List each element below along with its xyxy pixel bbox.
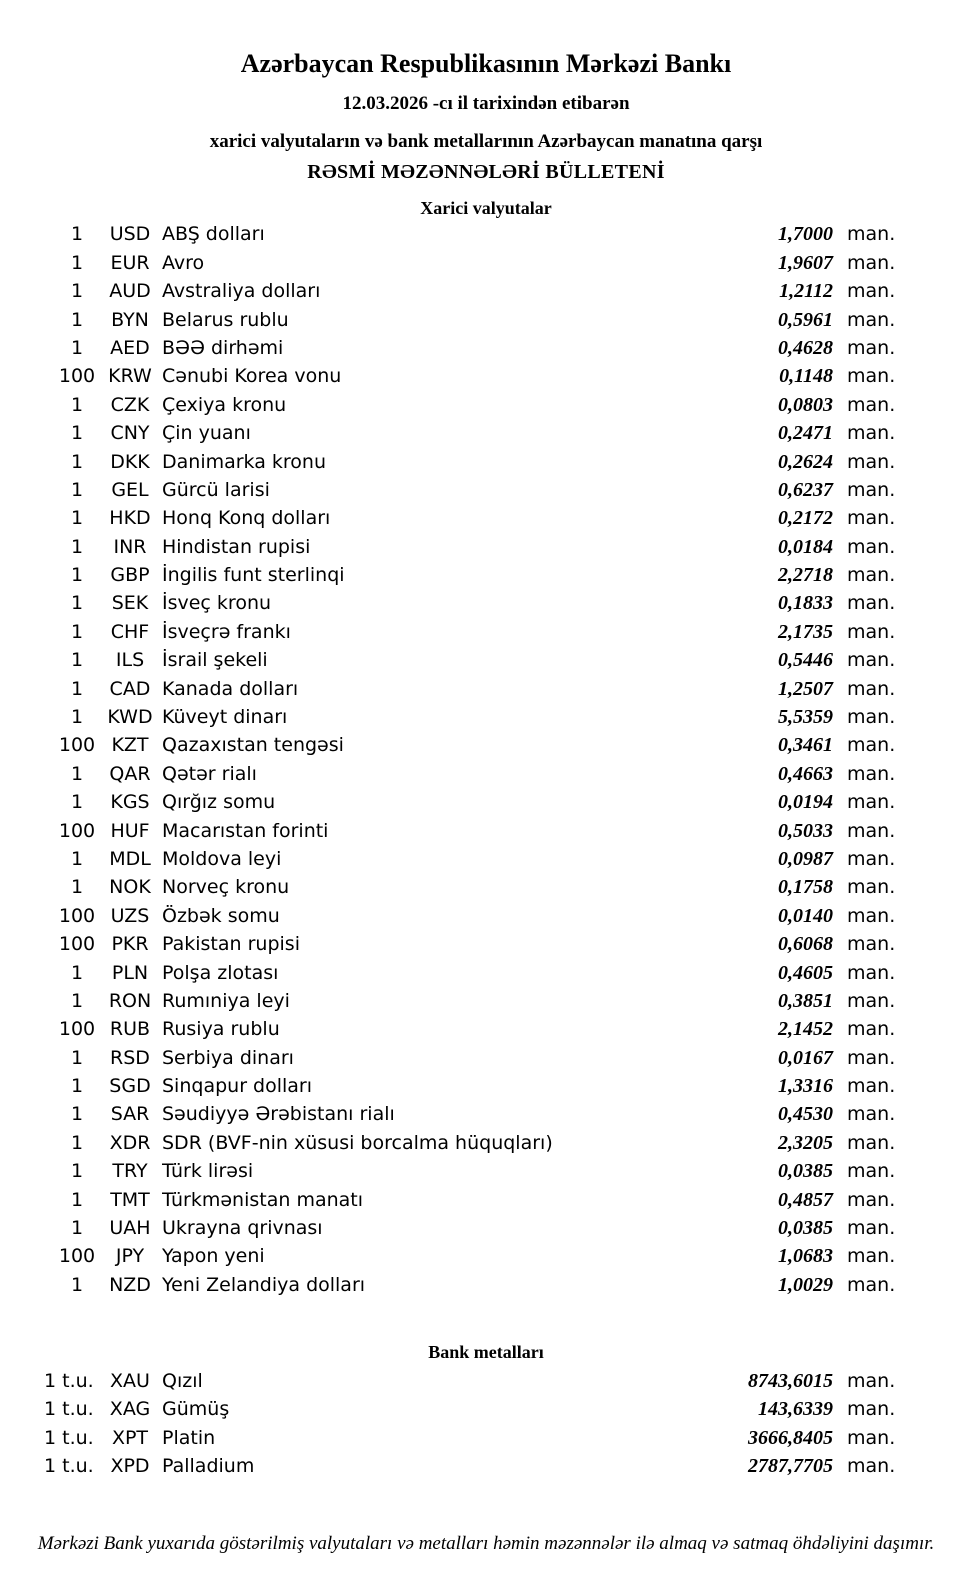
- quantity-cell: 1: [70, 478, 84, 501]
- table-row: [0, 1132, 905, 1160]
- currency-name-cell: Türk lirəsi: [162, 1160, 254, 1183]
- currency-name-cell: Hindistan rupisi: [162, 535, 311, 558]
- currency-name-cell: İsveçrə frankı: [162, 620, 291, 643]
- currency-code-cell: RON: [108, 989, 152, 1012]
- table-row: [0, 252, 905, 280]
- quantity-cell: 1: [70, 876, 84, 899]
- currency-name-cell: Palladium: [162, 1454, 255, 1477]
- rate-cell: 0,0987: [778, 847, 833, 870]
- bulletin-title: RƏSMİ MƏZƏNNƏLƏRİ BÜLLETENİ: [307, 160, 665, 183]
- rate-cell: 0,4530: [778, 1103, 833, 1126]
- currency-code-cell: SGD: [109, 1075, 151, 1098]
- table-row: [0, 1274, 905, 1302]
- rate-cell: 0,0803: [778, 393, 833, 416]
- rate-cell: 0,5033: [778, 819, 833, 842]
- rate-cell: 2,2718: [778, 564, 833, 587]
- section-title-metals: Bank metalları: [428, 1342, 544, 1363]
- unit-cell: man.: [847, 1046, 896, 1069]
- table-row: [0, 706, 905, 734]
- currency-code-cell: TRY: [112, 1160, 148, 1183]
- rate-cell: 2,1735: [778, 620, 833, 643]
- currency-name-cell: Norveç kronu: [162, 876, 290, 899]
- currency-name-cell: Özbək somu: [162, 904, 280, 927]
- rate-cell: 1,0029: [778, 1273, 833, 1296]
- table-row: [0, 820, 905, 848]
- currency-code-cell: AUD: [109, 280, 151, 303]
- table-row: [0, 1398, 905, 1426]
- currency-code-cell: HKD: [109, 507, 151, 530]
- quantity-cell: 1: [70, 393, 84, 416]
- quantity-cell: 1: [70, 791, 84, 814]
- unit-cell: man.: [847, 1075, 896, 1098]
- table-row: [0, 507, 905, 535]
- currency-code-cell: GBP: [110, 564, 150, 587]
- unit-cell: man.: [847, 592, 896, 615]
- unit-cell: man.: [847, 450, 896, 473]
- currency-code-cell: GEL: [111, 478, 149, 501]
- unit-cell: man.: [847, 620, 896, 643]
- rate-cell: 0,3461: [778, 734, 833, 757]
- quantity-cell: 1: [70, 989, 84, 1012]
- rate-cell: 0,0385: [778, 1160, 833, 1183]
- currency-name-cell: Qızıl: [162, 1369, 203, 1392]
- quantity-cell: 1: [70, 1188, 84, 1211]
- currency-code-cell: XDR: [109, 1131, 151, 1154]
- currency-code-cell: TMT: [110, 1188, 150, 1211]
- quantity-cell: 100: [58, 904, 96, 927]
- rate-cell: 0,1833: [778, 592, 833, 615]
- quantity-cell: 1: [70, 592, 84, 615]
- currency-name-cell: İsrail şekeli: [162, 649, 268, 672]
- currency-code-cell: KZT: [111, 734, 149, 757]
- quantity-cell: 1: [70, 1103, 84, 1126]
- currency-name-cell: Rusiya rublu: [162, 1018, 280, 1041]
- unit-cell: man.: [847, 507, 896, 530]
- quantity-cell: 1: [70, 1273, 84, 1296]
- table-row: [0, 1370, 905, 1398]
- currency-name-cell: Moldova leyi: [162, 847, 282, 870]
- currency-code-cell: PKR: [111, 933, 149, 956]
- rate-cell: 1,2507: [778, 677, 833, 700]
- currency-code-cell: KRW: [108, 365, 152, 388]
- currency-code-cell: UAH: [109, 1217, 151, 1240]
- unit-cell: man.: [847, 762, 896, 785]
- rate-cell: 3666,8405: [748, 1426, 833, 1449]
- currency-name-cell: Belarus rublu: [162, 308, 289, 331]
- rate-cell: 1,2112: [779, 280, 833, 303]
- unit-cell: man.: [847, 1160, 896, 1183]
- currency-code-cell: KWD: [107, 706, 153, 729]
- currency-code-cell: BYN: [111, 308, 149, 331]
- quantity-cell: 1: [70, 1160, 84, 1183]
- rate-cell: 0,6237: [778, 478, 833, 501]
- table-row: [0, 1245, 905, 1273]
- rate-cell: 0,3851: [778, 989, 833, 1012]
- rate-cell: 1,3316: [778, 1075, 833, 1098]
- rate-cell: 0,6068: [778, 933, 833, 956]
- currency-name-cell: Yapon yeni: [162, 1245, 265, 1268]
- rate-cell: 2787,7705: [748, 1454, 833, 1477]
- currency-code-cell: NOK: [109, 876, 151, 899]
- unit-cell: man.: [847, 1131, 896, 1154]
- rate-cell: 5,5359: [778, 706, 833, 729]
- currency-code-cell: USD: [109, 223, 151, 246]
- currency-name-cell: ABŞ dolları: [162, 223, 265, 246]
- currency-name-cell: BƏƏ dirhəmi: [162, 336, 284, 359]
- table-row: [0, 1047, 905, 1075]
- currency-code-cell: EUR: [110, 251, 150, 274]
- currency-code-cell: SAR: [110, 1103, 150, 1126]
- unit-cell: man.: [847, 819, 896, 842]
- currency-code-cell: XAU: [110, 1369, 150, 1392]
- rate-cell: 0,0194: [778, 791, 833, 814]
- rate-cell: 0,2471: [778, 422, 833, 445]
- effective-date-line: 12.03.2026 -cı il tarixindən etibarən: [342, 93, 630, 115]
- table-row: [0, 990, 905, 1018]
- unit-cell: man.: [847, 904, 896, 927]
- unit-cell: man.: [847, 478, 896, 501]
- quantity-cell: 1: [70, 535, 84, 558]
- quantity-cell: 100: [58, 1018, 96, 1041]
- table-row: [0, 422, 905, 450]
- bulletin-header: [0, 0, 972, 184]
- quantity-cell: 1: [70, 620, 84, 643]
- unit-cell: man.: [847, 1273, 896, 1296]
- table-row: [0, 876, 905, 904]
- table-row: [0, 933, 905, 961]
- unit-cell: man.: [847, 223, 896, 246]
- currency-code-cell: DKK: [110, 450, 150, 473]
- table-row: [0, 1217, 905, 1245]
- currency-name-cell: Polşa zlotası: [162, 961, 279, 984]
- currency-name-cell: Sinqapur dolları: [162, 1075, 313, 1098]
- quantity-cell: 100: [58, 933, 96, 956]
- currency-name-cell: Yeni Zelandiya dolları: [162, 1273, 366, 1296]
- quantity-cell: 1: [70, 336, 84, 359]
- quantity-cell: 1 t.u.: [44, 1398, 94, 1421]
- currency-name-cell: Cənubi Korea vonu: [162, 365, 342, 388]
- quantity-cell: 1 t.u.: [44, 1369, 94, 1392]
- table-row: [0, 337, 905, 365]
- currency-name-cell: SDR (BVF-nin xüsusi borcalma hüquqları): [162, 1131, 553, 1154]
- table-row: [0, 763, 905, 791]
- currency-name-cell: Küveyt dinarı: [162, 706, 288, 729]
- quantity-cell: 1: [70, 677, 84, 700]
- quantity-cell: 1: [70, 1046, 84, 1069]
- rate-cell: 0,4628: [778, 336, 833, 359]
- rate-cell: 0,1148: [779, 365, 833, 388]
- rate-cell: 0,2172: [778, 507, 833, 530]
- table-row: [0, 536, 905, 564]
- unit-cell: man.: [847, 1426, 896, 1449]
- table-row: [0, 1189, 905, 1217]
- currency-name-cell: Platin: [162, 1426, 216, 1449]
- currency-code-cell: NZD: [109, 1273, 151, 1296]
- metal-rates-table: [0, 1370, 905, 1484]
- currency-code-cell: INR: [113, 535, 147, 558]
- quantity-cell: 1: [70, 564, 84, 587]
- currency-code-cell: HUF: [110, 819, 150, 842]
- unit-cell: man.: [847, 280, 896, 303]
- currency-name-cell: Səudiyyə Ərəbistanı rialı: [162, 1103, 395, 1126]
- table-row: [0, 905, 905, 933]
- currency-code-cell: MDL: [109, 847, 151, 870]
- quantity-cell: 1: [70, 762, 84, 785]
- quantity-cell: 1 t.u.: [44, 1426, 94, 1449]
- currency-name-cell: Çexiya kronu: [162, 393, 287, 416]
- table-row: [0, 621, 905, 649]
- quantity-cell: 100: [58, 1245, 96, 1268]
- table-row: [0, 848, 905, 876]
- currency-code-cell: CAD: [109, 677, 151, 700]
- currency-name-cell: Qazaxıstan tengəsi: [162, 734, 344, 757]
- rate-cell: 2,1452: [778, 1018, 833, 1041]
- unit-cell: man.: [847, 535, 896, 558]
- currency-code-cell: XPT: [111, 1426, 149, 1449]
- unit-cell: man.: [847, 1369, 896, 1392]
- currency-name-cell: Rumıniya leyi: [162, 989, 290, 1012]
- table-row: [0, 365, 905, 393]
- rate-cell: 0,4605: [778, 961, 833, 984]
- quantity-cell: 1: [70, 1131, 84, 1154]
- quantity-cell: 100: [58, 365, 96, 388]
- currency-name-cell: Gürcü larisi: [162, 478, 270, 501]
- footer-note: Mərkəzi Bank yuxarıda göstərilmiş valyutaları və metalları həmin məzənnələr ilə almaq və satmaq öhdəliyini daşımır.: [37, 1533, 935, 1555]
- rate-cell: 1,9607: [778, 251, 833, 274]
- unit-cell: man.: [847, 734, 896, 757]
- table-row: [0, 394, 905, 422]
- unit-cell: man.: [847, 989, 896, 1012]
- currency-name-cell: Honq Konq dolları: [162, 507, 331, 530]
- currency-code-cell: UZS: [110, 904, 150, 927]
- rate-cell: 0,0184: [778, 535, 833, 558]
- table-row: [0, 223, 905, 251]
- quantity-cell: 1: [70, 251, 84, 274]
- unit-cell: man.: [847, 422, 896, 445]
- unit-cell: man.: [847, 1245, 896, 1268]
- rate-cell: 0,1758: [778, 876, 833, 899]
- currency-name-cell: Macarıstan forinti: [162, 819, 329, 842]
- page-title: Azərbaycan Respublikasının Mərkəzi Bankı: [240, 49, 732, 78]
- table-row: [0, 1018, 905, 1046]
- unit-cell: man.: [847, 1454, 896, 1477]
- table-row: [0, 451, 905, 479]
- currency-name-cell: Serbiya dinarı: [162, 1046, 294, 1069]
- quantity-cell: 100: [58, 734, 96, 757]
- quantity-cell: 1: [70, 422, 84, 445]
- rate-cell: 2,3205: [778, 1131, 833, 1154]
- currency-code-cell: SEK: [111, 592, 149, 615]
- currency-code-cell: QAR: [109, 762, 151, 785]
- table-row: [0, 1455, 905, 1483]
- unit-cell: man.: [847, 1217, 896, 1240]
- currency-name-cell: Avro: [162, 251, 205, 274]
- currency-name-cell: Çin yuanı: [162, 422, 251, 445]
- table-row: [0, 1160, 905, 1188]
- unit-cell: man.: [847, 1018, 896, 1041]
- rate-cell: 0,0385: [778, 1217, 833, 1240]
- table-row: [0, 649, 905, 677]
- unit-cell: man.: [847, 791, 896, 814]
- table-row: [0, 678, 905, 706]
- currency-code-cell: XAG: [109, 1398, 151, 1421]
- quantity-cell: 1: [70, 308, 84, 331]
- currency-name-cell: Qətər rialı: [162, 762, 257, 785]
- currency-name-cell: Türkmənistan manatı: [162, 1188, 364, 1211]
- unit-cell: man.: [847, 961, 896, 984]
- currency-code-cell: JPY: [115, 1245, 145, 1268]
- unit-cell: man.: [847, 365, 896, 388]
- currency-name-cell: Avstraliya dolları: [162, 280, 321, 303]
- unit-cell: man.: [847, 933, 896, 956]
- unit-cell: man.: [847, 564, 896, 587]
- quantity-cell: 1: [70, 1075, 84, 1098]
- unit-cell: man.: [847, 336, 896, 359]
- currency-name-cell: İngilis funt sterlinqi: [162, 564, 345, 587]
- unit-cell: man.: [847, 847, 896, 870]
- rate-cell: 8743,6015: [748, 1369, 833, 1392]
- unit-cell: man.: [847, 251, 896, 274]
- currency-rates-table: [0, 223, 905, 1302]
- subtitle-line: xarici valyutaların və bank metallarının Azərbaycan manatına qarşı: [209, 130, 763, 152]
- currency-code-cell: RSD: [110, 1046, 150, 1069]
- currency-code-cell: ILS: [115, 649, 145, 672]
- rate-cell: 0,4857: [778, 1188, 833, 1211]
- currency-code-cell: CNY: [110, 422, 150, 445]
- table-row: [0, 564, 905, 592]
- rate-cell: 0,2624: [778, 450, 833, 473]
- table-row: [0, 479, 905, 507]
- currency-code-cell: CZK: [110, 393, 150, 416]
- unit-cell: man.: [847, 876, 896, 899]
- currency-name-cell: Pakistan rupisi: [162, 933, 300, 956]
- table-row: [0, 1103, 905, 1131]
- quantity-cell: 100: [58, 819, 96, 842]
- currency-name-cell: Danimarka kronu: [162, 450, 327, 473]
- unit-cell: man.: [847, 677, 896, 700]
- quantity-cell: 1: [70, 450, 84, 473]
- rate-cell: 0,4663: [778, 762, 833, 785]
- quantity-cell: 1 t.u.: [44, 1454, 94, 1477]
- currency-code-cell: KGS: [110, 791, 150, 814]
- currency-code-cell: CHF: [110, 620, 150, 643]
- quantity-cell: 1: [70, 961, 84, 984]
- rate-cell: 143,6339: [758, 1398, 833, 1421]
- quantity-cell: 1: [70, 1217, 84, 1240]
- quantity-cell: 1: [70, 847, 84, 870]
- rate-cell: 1,0683: [778, 1245, 833, 1268]
- table-row: [0, 962, 905, 990]
- currency-code-cell: PLN: [111, 961, 149, 984]
- quantity-cell: 1: [70, 507, 84, 530]
- table-row: [0, 1075, 905, 1103]
- rate-cell: 0,5961: [778, 308, 833, 331]
- currency-code-cell: RUB: [109, 1018, 151, 1041]
- quantity-cell: 1: [70, 223, 84, 246]
- unit-cell: man.: [847, 308, 896, 331]
- unit-cell: man.: [847, 393, 896, 416]
- currency-name-cell: İsveç kronu: [162, 592, 272, 615]
- table-row: [0, 280, 905, 308]
- table-row: [0, 309, 905, 337]
- currency-code-cell: AED: [110, 336, 150, 359]
- currency-name-cell: Kanada dolları: [162, 677, 299, 700]
- rate-cell: 1,7000: [778, 223, 833, 246]
- quantity-cell: 1: [70, 649, 84, 672]
- quantity-cell: 1: [70, 280, 84, 303]
- unit-cell: man.: [847, 1188, 896, 1211]
- quantity-cell: 1: [70, 706, 84, 729]
- currency-code-cell: XPD: [110, 1454, 150, 1477]
- currency-name-cell: Ukrayna qrivnası: [162, 1217, 323, 1240]
- unit-cell: man.: [847, 649, 896, 672]
- currency-name-cell: Qırğız somu: [162, 791, 276, 814]
- currency-name-cell: Gümüş: [162, 1398, 230, 1421]
- section-title-currencies: Xarici valyutalar: [420, 197, 552, 218]
- table-row: [0, 1427, 905, 1455]
- table-row: [0, 791, 905, 819]
- rate-cell: 0,0140: [778, 904, 833, 927]
- unit-cell: man.: [847, 1103, 896, 1126]
- unit-cell: man.: [847, 706, 896, 729]
- unit-cell: man.: [847, 1398, 896, 1421]
- rate-cell: 0,0167: [778, 1046, 833, 1069]
- table-row: [0, 734, 905, 762]
- table-row: [0, 592, 905, 620]
- rate-cell: 0,5446: [778, 649, 833, 672]
